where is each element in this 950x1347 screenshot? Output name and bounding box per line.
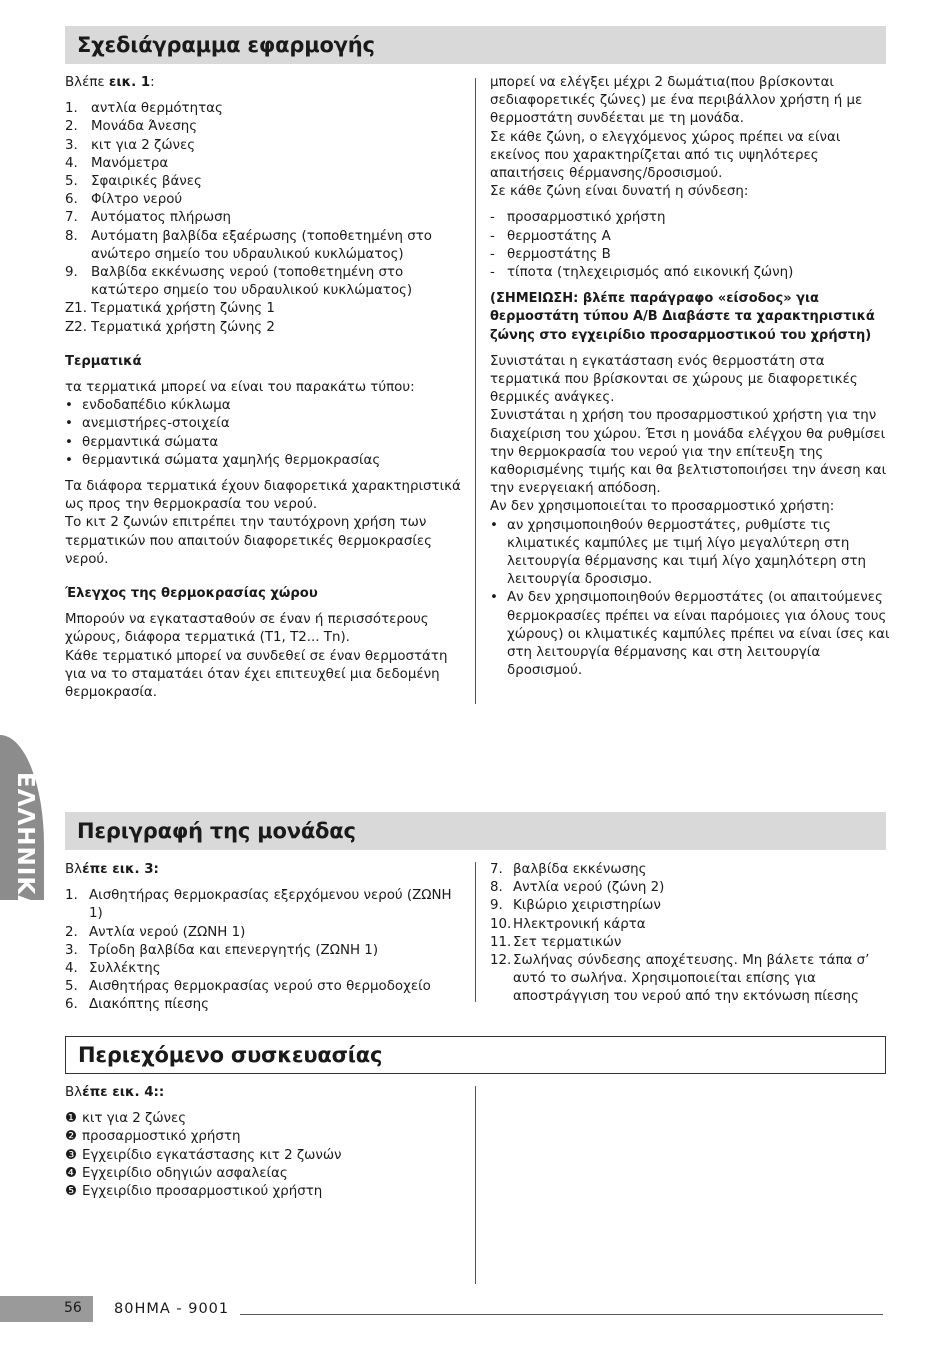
- list-item: [65, 118, 465, 136]
- list-marker: ❷: [65, 1129, 78, 1145]
- terminals-paragraph: Τα διάφορα τερματικά έχουν διαφορετικά χαρακτηριστικά ως προς την θερμοκρασία του νερού. Το κιτ 2 ζωνών επιτρέπει την ταυτόχρονη χρήση των τερματικών που απαιτούν διαφορετικές θερμοκρασίες νερού.: [65, 479, 461, 567]
- list-item: [65, 319, 465, 337]
- list-marker: 8.: [65, 228, 78, 244]
- list-marker: 1.: [65, 101, 78, 117]
- list-item: [490, 934, 890, 952]
- document-code: 80HMA - 9001: [114, 1301, 230, 1317]
- recommendation-list: [490, 517, 890, 681]
- list-marker: •: [65, 416, 73, 432]
- list-marker: 3.: [65, 137, 78, 153]
- list-marker: ❶: [65, 1111, 78, 1127]
- list-marker: 10.: [490, 916, 512, 932]
- list-item-text: Βαλβίδα εκκένωσης νερού (τοποθετημένη στο κατώτερο σημείο του υδραυλικού κυκλώματος): [91, 265, 413, 299]
- column-divider: [475, 78, 476, 704]
- list-item: [490, 952, 890, 1007]
- note-paragraph: (ΣΗΜΕΙΩΣΗ: βλέπε παράγραφο «είσοδος» για θερμοστάτη τύπου A/B Διαβάστε τα χαρακτηριστικά ζώνης στο εγχειρίδιο προσαρμοστικού του χρήστη): [490, 291, 875, 343]
- section-title: Σχεδιάγραμμα εφαρμογής: [77, 33, 375, 57]
- list-item-text: ενδοδαπέδιο κύκλωμα: [82, 398, 231, 414]
- list-item-text: θερμαντικά σώματα: [82, 434, 219, 450]
- list-marker: 5.: [65, 979, 78, 995]
- list-item: [65, 887, 465, 923]
- list-marker: 11.: [490, 934, 512, 950]
- list-item-text: Τερματικά χρήστη ζώνης 1: [91, 301, 275, 317]
- list-marker: 5.: [65, 174, 78, 190]
- list-marker: ❹: [65, 1165, 78, 1181]
- section2-left-column: [65, 861, 465, 1015]
- list-item: [490, 897, 890, 915]
- list-item-text: Εγχειρίδιο προσαρμοστικού χρήστη: [82, 1184, 323, 1200]
- terminals-heading: Τερματικά: [65, 353, 142, 369]
- zones-paragraph: μπορεί να ελέγξει μέχρι 2 δωμάτια(που βρίσκονται σεδιαφορετικές ζώνες) με ένα περιβάλλον χρήστη ή με θερμοστάτη συνδέεται με τη μονάδα. Σε κάθε ζώνη, ο ελεγχόμενος χώρος πρέπει να είναι εκείνος που χαρακτηρίζεται από τις υψηλότερες απαιτήσεις θέρμανσης/δροσισμού. Σε κάθε ζώνη είναι δυνατή η σύνδεση:: [490, 75, 863, 200]
- list-marker: •: [65, 398, 73, 414]
- list-item-text: Αισθητήρας θερμοκρασίας εξερχόμενου νερού (ΖΩΝΗ 1): [89, 888, 452, 922]
- list-marker: 9.: [490, 898, 503, 914]
- list-marker: 1.: [65, 888, 78, 904]
- list-item: [65, 924, 465, 942]
- page-number: 56: [64, 1300, 82, 1316]
- list-item: [65, 191, 465, 209]
- section-header-package-contents: [65, 1036, 886, 1074]
- list-item: [490, 861, 890, 879]
- section-title: Περιεχόμενο συσκευασίας: [78, 1043, 383, 1067]
- list-item-text: Τρίοδη βαλβίδα και επενεργητής (ΖΩΝΗ 1): [89, 942, 379, 958]
- list-item-text: Σφαιρικές βάνες: [91, 174, 202, 190]
- list-marker: 2.: [65, 924, 78, 940]
- section-title: Περιγραφή της μονάδας: [77, 819, 356, 843]
- list-marker: 12.: [490, 953, 512, 969]
- list-marker: -: [490, 265, 495, 281]
- list-item: [65, 300, 465, 318]
- list-marker: 7.: [65, 210, 78, 226]
- package-contents-list: [65, 1110, 465, 1201]
- list-item: [490, 879, 890, 897]
- list-item: [490, 228, 890, 246]
- list-item: [65, 452, 465, 470]
- list-item-text: Αυτόματος πλήρωση: [91, 210, 232, 226]
- list-item-text: Αυτόματη βαλβίδα εξαέρωσης (τοποθετημένη στο ανώτερο σημείο του υδραυλικού κυκλώματος): [91, 228, 432, 262]
- list-marker: ❺: [65, 1184, 78, 1200]
- list-item: [65, 1147, 465, 1165]
- list-item-text: αντλία θερμότητας: [91, 101, 223, 117]
- list-item: [490, 517, 890, 590]
- list-item: [490, 209, 890, 227]
- list-item: [65, 137, 465, 155]
- list-item: [65, 397, 465, 415]
- component-list: [65, 100, 465, 337]
- list-item-text: θερμοστάτης B: [507, 246, 611, 262]
- list-item-text: Εγχειρίδιο εγκατάστασης κιτ 2 ζωνών: [82, 1147, 342, 1163]
- list-marker: •: [65, 434, 73, 450]
- terminals-list: [65, 397, 465, 470]
- list-item: [490, 916, 890, 934]
- list-item-text: Αισθητήρας θερμοκρασίας νερού στο θερμοδοχείο: [89, 979, 431, 995]
- list-marker: ❸: [65, 1147, 78, 1163]
- list-item: [65, 1128, 465, 1146]
- list-marker: 2.: [65, 119, 78, 135]
- list-item-text: Αντλία νερού (ζώνη 2): [513, 880, 665, 896]
- recommendation-paragraph: Συνιστάται η εγκατάσταση ενός θερμοστάτη στα τερματικά που βρίσκονται σε χώρους με διαφορετικές θερμικές ανάγκες. Συνιστάται η χρήση του προσαρμοστικού χρήστη για την διαχείριση του χώρου. Έτσι η μονάδα ελέγχου θα ρυθμίσει την θερμοκρασία του νερού για την επίτευξη της καθορισμένης τιμής και θα βελτιστοποιήσει την άνεση και την ενεργειακή απόδοση. Αν δεν χρησιμοποιείται το προσαρμοστικό χρήστη:: [490, 353, 887, 515]
- list-marker: •: [65, 452, 73, 468]
- list-item-text: Φίλτρο νερού: [91, 192, 183, 208]
- list-item-text: Αν δεν χρησιμοποιηθούν θερμοστάτες (οι απαιτούμενες θερμοκρασίες πρέπει να είναι παρόμοιες για όλους τους χώρους) οι κλιματικές καμπύλες πρέπει να είναι ίσες και στη λειτουργία θέρμανσης και στη λειτουργία δροσισμού.: [507, 590, 890, 679]
- column-divider: [475, 862, 476, 1002]
- list-marker: 9.: [65, 265, 78, 281]
- list-item: [65, 434, 465, 452]
- section-header-unit-description: [65, 812, 886, 850]
- terminals-intro: τα τερματικά μπορεί να είναι του παρακάτω τύπου:: [65, 380, 415, 396]
- footer-rule: [240, 1314, 883, 1315]
- list-marker: •: [490, 590, 498, 606]
- list-item-text: Σετ τερματικών: [513, 934, 622, 950]
- list-item-text: προσαρμοστικό χρήστη: [82, 1129, 241, 1145]
- list-item-text: Συλλέκτης: [89, 961, 161, 977]
- list-item-text: βαλβίδα εκκένωσης: [513, 862, 647, 877]
- list-item: [65, 264, 465, 300]
- unit-parts-list-continued: [490, 861, 890, 1007]
- list-item-text: Κιβώριο χειριστηρίων: [513, 898, 661, 914]
- section2-right-column: [490, 861, 890, 1007]
- list-item: [65, 960, 465, 978]
- list-marker: -: [490, 210, 495, 226]
- list-item: [490, 589, 890, 680]
- figure-reference: Βλέπε εικ. 1:: [65, 75, 155, 90]
- section3-left-column: [65, 1084, 465, 1201]
- list-item-text: κιτ για 2 ζώνες: [91, 137, 196, 153]
- room-temperature-heading: Έλεγχος της θερμοκρασίας χώρου: [65, 586, 318, 602]
- list-item-text: Μονάδα Άνεσης: [91, 119, 198, 135]
- list-item: [65, 415, 465, 433]
- list-item: [65, 996, 465, 1014]
- list-marker: 6.: [65, 192, 78, 208]
- list-item-text: Αντλία νερού (ΖΩΝΗ 1): [89, 924, 246, 940]
- list-marker: 6.: [65, 997, 78, 1013]
- list-marker: 4.: [65, 961, 78, 977]
- list-item-text: θερμαντικά σώματα χαμηλής θερμοκρασίας: [82, 452, 381, 468]
- list-item: [65, 1165, 465, 1183]
- list-item-text: προσαρμοστικό χρήστη: [507, 210, 666, 226]
- connection-options-list: [490, 209, 890, 282]
- list-marker: -: [490, 228, 495, 244]
- list-item: [65, 173, 465, 191]
- list-marker: 3.: [65, 942, 78, 958]
- list-item: [65, 1110, 465, 1128]
- list-item: [65, 1183, 465, 1201]
- list-item: [65, 942, 465, 960]
- list-item-text: Διακόπτης πίεσης: [89, 997, 209, 1013]
- list-marker: Z1.: [65, 301, 87, 317]
- list-marker: •: [490, 517, 498, 533]
- list-item-text: τίποτα (τηλεχειρισμός από εικονική ζώνη): [507, 265, 794, 281]
- figure-reference: Βλέπε εικ. 4::: [65, 1085, 165, 1100]
- list-marker: Z2.: [65, 319, 87, 335]
- list-item-text: Μανόμετρα: [91, 155, 169, 171]
- list-item: [490, 264, 890, 282]
- list-item-text: θερμοστάτης A: [507, 228, 611, 244]
- room-temperature-paragraph: Μπορούν να εγκατασταθούν σε έναν ή περισσότερους χώρους, διάφορα τερματικά (T1, T2... Tn). Κάθε τερματικό μπορεί να συνδεθεί σε έναν θερμοστάτη για να το σταματάει όταν έχει επιτευχθεί μια δεδομένη θερμοκρασία.: [65, 612, 448, 701]
- list-item: [65, 228, 465, 264]
- column-divider: [475, 1086, 476, 1284]
- list-item-text: Τερματικά χρήστη ζώνης 2: [91, 319, 275, 335]
- list-item-text: Σωλήνας σύνδεσης αποχέτευσης. Μη βάλετε τάπα σ’ αυτό το σωλήνα. Χρησιμοποιείται επίσης για αποστράγγιση του νερού από την εκτόνωση πίεσης: [513, 953, 870, 1005]
- list-item-text: ανεμιστήρες-στοιχεία: [82, 416, 230, 432]
- list-item-text: Ηλεκτρονική κάρτα: [513, 916, 646, 932]
- unit-parts-list: [65, 887, 465, 1014]
- list-marker: 7.: [490, 862, 503, 877]
- list-item: [65, 978, 465, 996]
- list-item-text: αν χρησιμοποιηθούν θερμοστάτες, ρυθμίστε τις κλιματικές καμπύλες με τιμή λίγο μεγαλύτερη στη λειτουργία θέρμανσης και τιμή λίγο χαμηλότερη στη λειτουργία δροσισμο.: [507, 517, 867, 588]
- list-item-text: Εγχειρίδιο οδηγιών ασφαλείας: [82, 1165, 288, 1181]
- list-item: [490, 246, 890, 264]
- figure-reference: Βλέπε εικ. 3:: [65, 862, 159, 877]
- list-item-text: κιτ για 2 ζώνες: [82, 1111, 187, 1127]
- section-header-application-diagram: [65, 26, 886, 64]
- list-item: [65, 155, 465, 173]
- section1-left-column: [65, 74, 465, 702]
- list-marker: 4.: [65, 155, 78, 171]
- list-item: [65, 100, 465, 118]
- section1-right-column: [490, 74, 890, 681]
- list-marker: 8.: [490, 880, 503, 896]
- list-marker: -: [490, 246, 495, 262]
- list-item: [65, 209, 465, 227]
- language-side-tab-label: ΕΛΛΗΝΙΚΑ: [12, 772, 38, 914]
